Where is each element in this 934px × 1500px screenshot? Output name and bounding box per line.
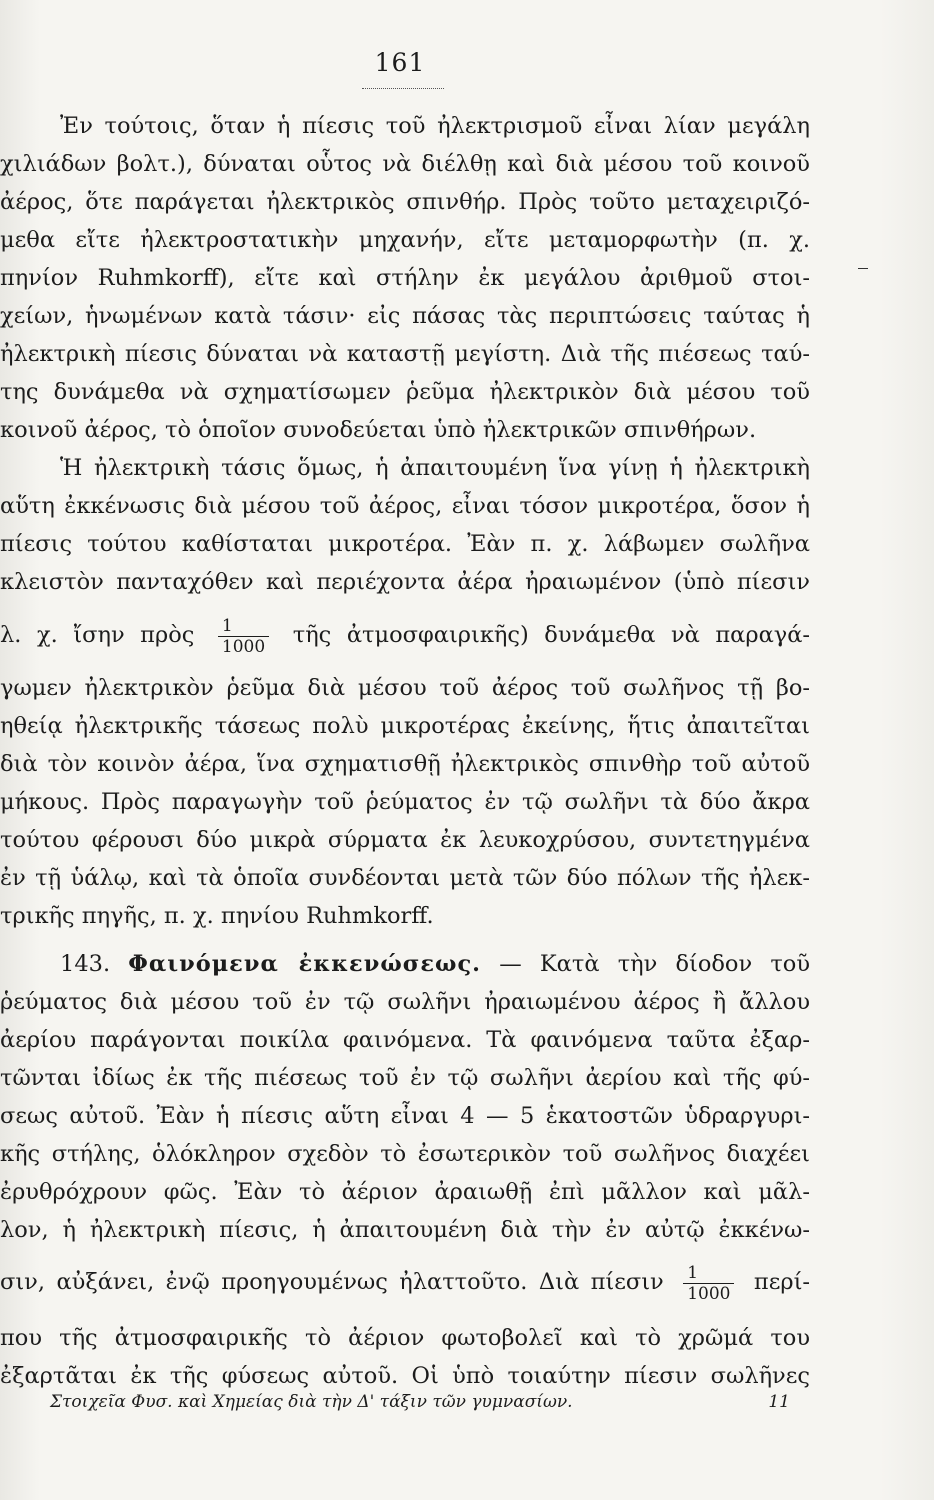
fraction-line-after: περί- <box>753 1269 810 1295</box>
text-line: γωμεν ἠλεκτρικὸν ῥεῦμα διὰ μέσου τοῦ ἀέρος τοῦ σωλῆνος τῇ βο- <box>0 675 810 701</box>
margin-mark <box>858 268 868 269</box>
text-line: ἀερίου παράγονται ποικίλα φαινόμενα. Τὰ φαινόμενα ταῦτα ἐξαρ- <box>0 1027 810 1053</box>
page-number: 161 <box>374 48 426 77</box>
text-line: λον, ἡ ἠλεκτρικὴ πίεσις, ἡ ἀπαιτουμένη διὰ τὴν ἐν αὐτῷ ἐκκένω- <box>0 1217 810 1243</box>
fraction-line-after: τῆς ἀτμοσφαιρικῆς) δυνάμεθα νὰ παραγά- <box>292 622 810 648</box>
section-heading-line <box>60 944 810 984</box>
text-line: ἐρυθρόχρουν φῶς. Ἐὰν τὸ ἀέριον ἀραιωθῇ ἐπὶ μᾶλλον καὶ μᾶλ- <box>0 1179 810 1205</box>
section-heading-rest: — Κατὰ τὴν δίοδον τοῦ <box>499 951 810 977</box>
text-line: ἐξαρτᾶται ἐκ τῆς φύσεως αὐτοῦ. Οἱ ὑπὸ τοιαύτην πίεσιν σωλῆνες <box>0 1363 810 1389</box>
fraction <box>218 616 269 657</box>
fraction-numerator: 1 <box>683 1263 734 1284</box>
text-line: ἐν τῇ ὑάλῳ, καὶ τὰ ὁποῖα συνδέονται μετὰ τῶν δύο πόλων τῆς ἠλεκ- <box>0 865 810 891</box>
text-line: τῶνται ἰδίως ἐκ τῆς πιέσεως τοῦ ἐν τῷ σωλῆνι ἀερίου καὶ τῆς φύ- <box>0 1065 810 1091</box>
text-line: κλειστὸν πανταχόθεν καὶ περιέχοντα ἀέρα ἠραιωμένον (ὑπὸ πίεσιν <box>0 569 810 595</box>
text-line: ἠλεκτρικὴ πίεσις δύναται νὰ καταστῇ μεγίστη. Διὰ τῆς πιέσεως ταύ- <box>0 341 810 367</box>
text-line: ῥεύματος διὰ μέσου τοῦ ἐν τῷ σωλῆνι ἠραιωμένου ἀέρος ἢ ἄλλου <box>0 989 810 1015</box>
text-line: τρικῆς πηγῆς, π. χ. πηνίου Ruhmkorff. <box>0 903 434 929</box>
text-line: Ἡ ἠλεκτρικὴ τάσις ὅμως, ἡ ἀπαιτουμένη ἵνα γίνῃ ἡ ἠλεκτρικὴ <box>60 455 810 481</box>
fraction-numerator: 1 <box>218 616 269 637</box>
text-line-with-fraction <box>0 1256 810 1308</box>
text-line: πηνίον Ruhmkorff), εἴτε καὶ στήλην ἐκ μεγάλου ἀριθμοῦ στοι- <box>0 265 810 291</box>
text-line-with-fraction <box>0 610 810 660</box>
page-number-rule <box>362 88 444 89</box>
fraction-line-before: λ. χ. ἴσην πρὸς <box>0 622 195 648</box>
text-line: κοινοῦ ἀέρος, τὸ ὁποῖον συνοδεύεται ὑπὸ ἠλεκτρικῶν σπινθήρων. <box>0 417 757 443</box>
fraction <box>683 1263 734 1304</box>
text-line: πίεσις τούτου καθίσταται μικροτέρα. Ἐὰν π. χ. λάβωμεν σωλῆνα <box>0 531 810 557</box>
text-line: της δυνάμεθα νὰ σχηματίσωμεν ῥεῦμα ἠλεκτρικὸν διὰ μέσου τοῦ <box>0 379 810 405</box>
text-line: χιλιάδων βολτ.), δύναται οὗτος νὰ διέλθῃ καὶ διὰ μέσου τοῦ κοινοῦ <box>0 151 810 177</box>
fraction-denominator: 1000 <box>687 1283 731 1304</box>
text-line: διὰ τὸν κοινὸν ἀέρα, ἵνα σχηματισθῇ ἠλεκτρικὸς σπινθὴρ τοῦ αὐτοῦ <box>0 751 810 777</box>
text-line: μήκους. Πρὸς παραγωγὴν τοῦ ῥεύματος ἐν τῷ σωλῆνι τὰ δύο ἄκρα <box>0 789 810 815</box>
text-line: χείων, ἡνωμένων κατὰ τάσιν· εἰς πάσας τὰς περιπτώσεις ταύτας ἡ <box>0 303 810 329</box>
text-line: κῆς στήλης, ὁλόκληρον σχεδὸν τὸ ἐσωτερικὸν τοῦ σωλῆνος διαχέει <box>0 1141 810 1167</box>
text-line: ηθείᾳ ἠλεκτρικῆς τάσεως πολὺ μικροτέρας ἐκείνης, ἥτις ἀπαιτεῖται <box>0 713 810 739</box>
section-number: 143. <box>60 951 111 977</box>
footer-title: Στοιχεῖα Φυσ. καὶ Χημείας διὰ τὴν Δ' τάξιν τῶν γυμνασίων. <box>50 1392 573 1412</box>
text-line: αὕτη ἐκκένωσις διὰ μέσου τοῦ ἀέρος, εἶναι τόσον μικροτέρα, ὅσον ἡ <box>0 493 810 519</box>
section-title: Φαινόμενα ἐκκενώσεως. <box>128 951 481 977</box>
text-line: τούτου φέρουσι δύο μικρὰ σύρματα ἐκ λευκοχρύσου, συντετηγμένα <box>0 827 810 853</box>
text-line: που τῆς ἀτμοσφαιρικῆς τὸ ἀέριον φωτοβολεῖ καὶ τὸ χρῶμά του <box>0 1325 810 1351</box>
footer-signature: 11 <box>768 1392 790 1412</box>
text-line: ἀέρος, ὅτε παράγεται ἠλεκτρικὸς σπινθήρ. Πρὸς τοῦτο μεταχειριζό- <box>0 189 810 215</box>
text-line: σεως αὐτοῦ. Ἐὰν ἡ πίεσις αὕτη εἶναι 4 — 5 ἑκατοστῶν ὑδραργυρι- <box>0 1103 810 1129</box>
text-line: Ἐν τούτοις, ὅταν ἡ πίεσις τοῦ ἠλεκτρισμοῦ εἶναι λίαν μεγάλη <box>60 113 810 139</box>
fraction-denominator: 1000 <box>221 636 266 657</box>
text-line: μεθα εἴτε ἠλεκτροστατικὴν μηχανήν, εἴτε μεταμορφωτὴν (π. χ. <box>0 227 810 253</box>
page-footer <box>50 1392 790 1422</box>
fraction-line-before: σιν, αὐξάνει, ἐνῷ προηγουμένως ἠλαττοῦτο. Διὰ πίεσιν <box>0 1269 664 1295</box>
